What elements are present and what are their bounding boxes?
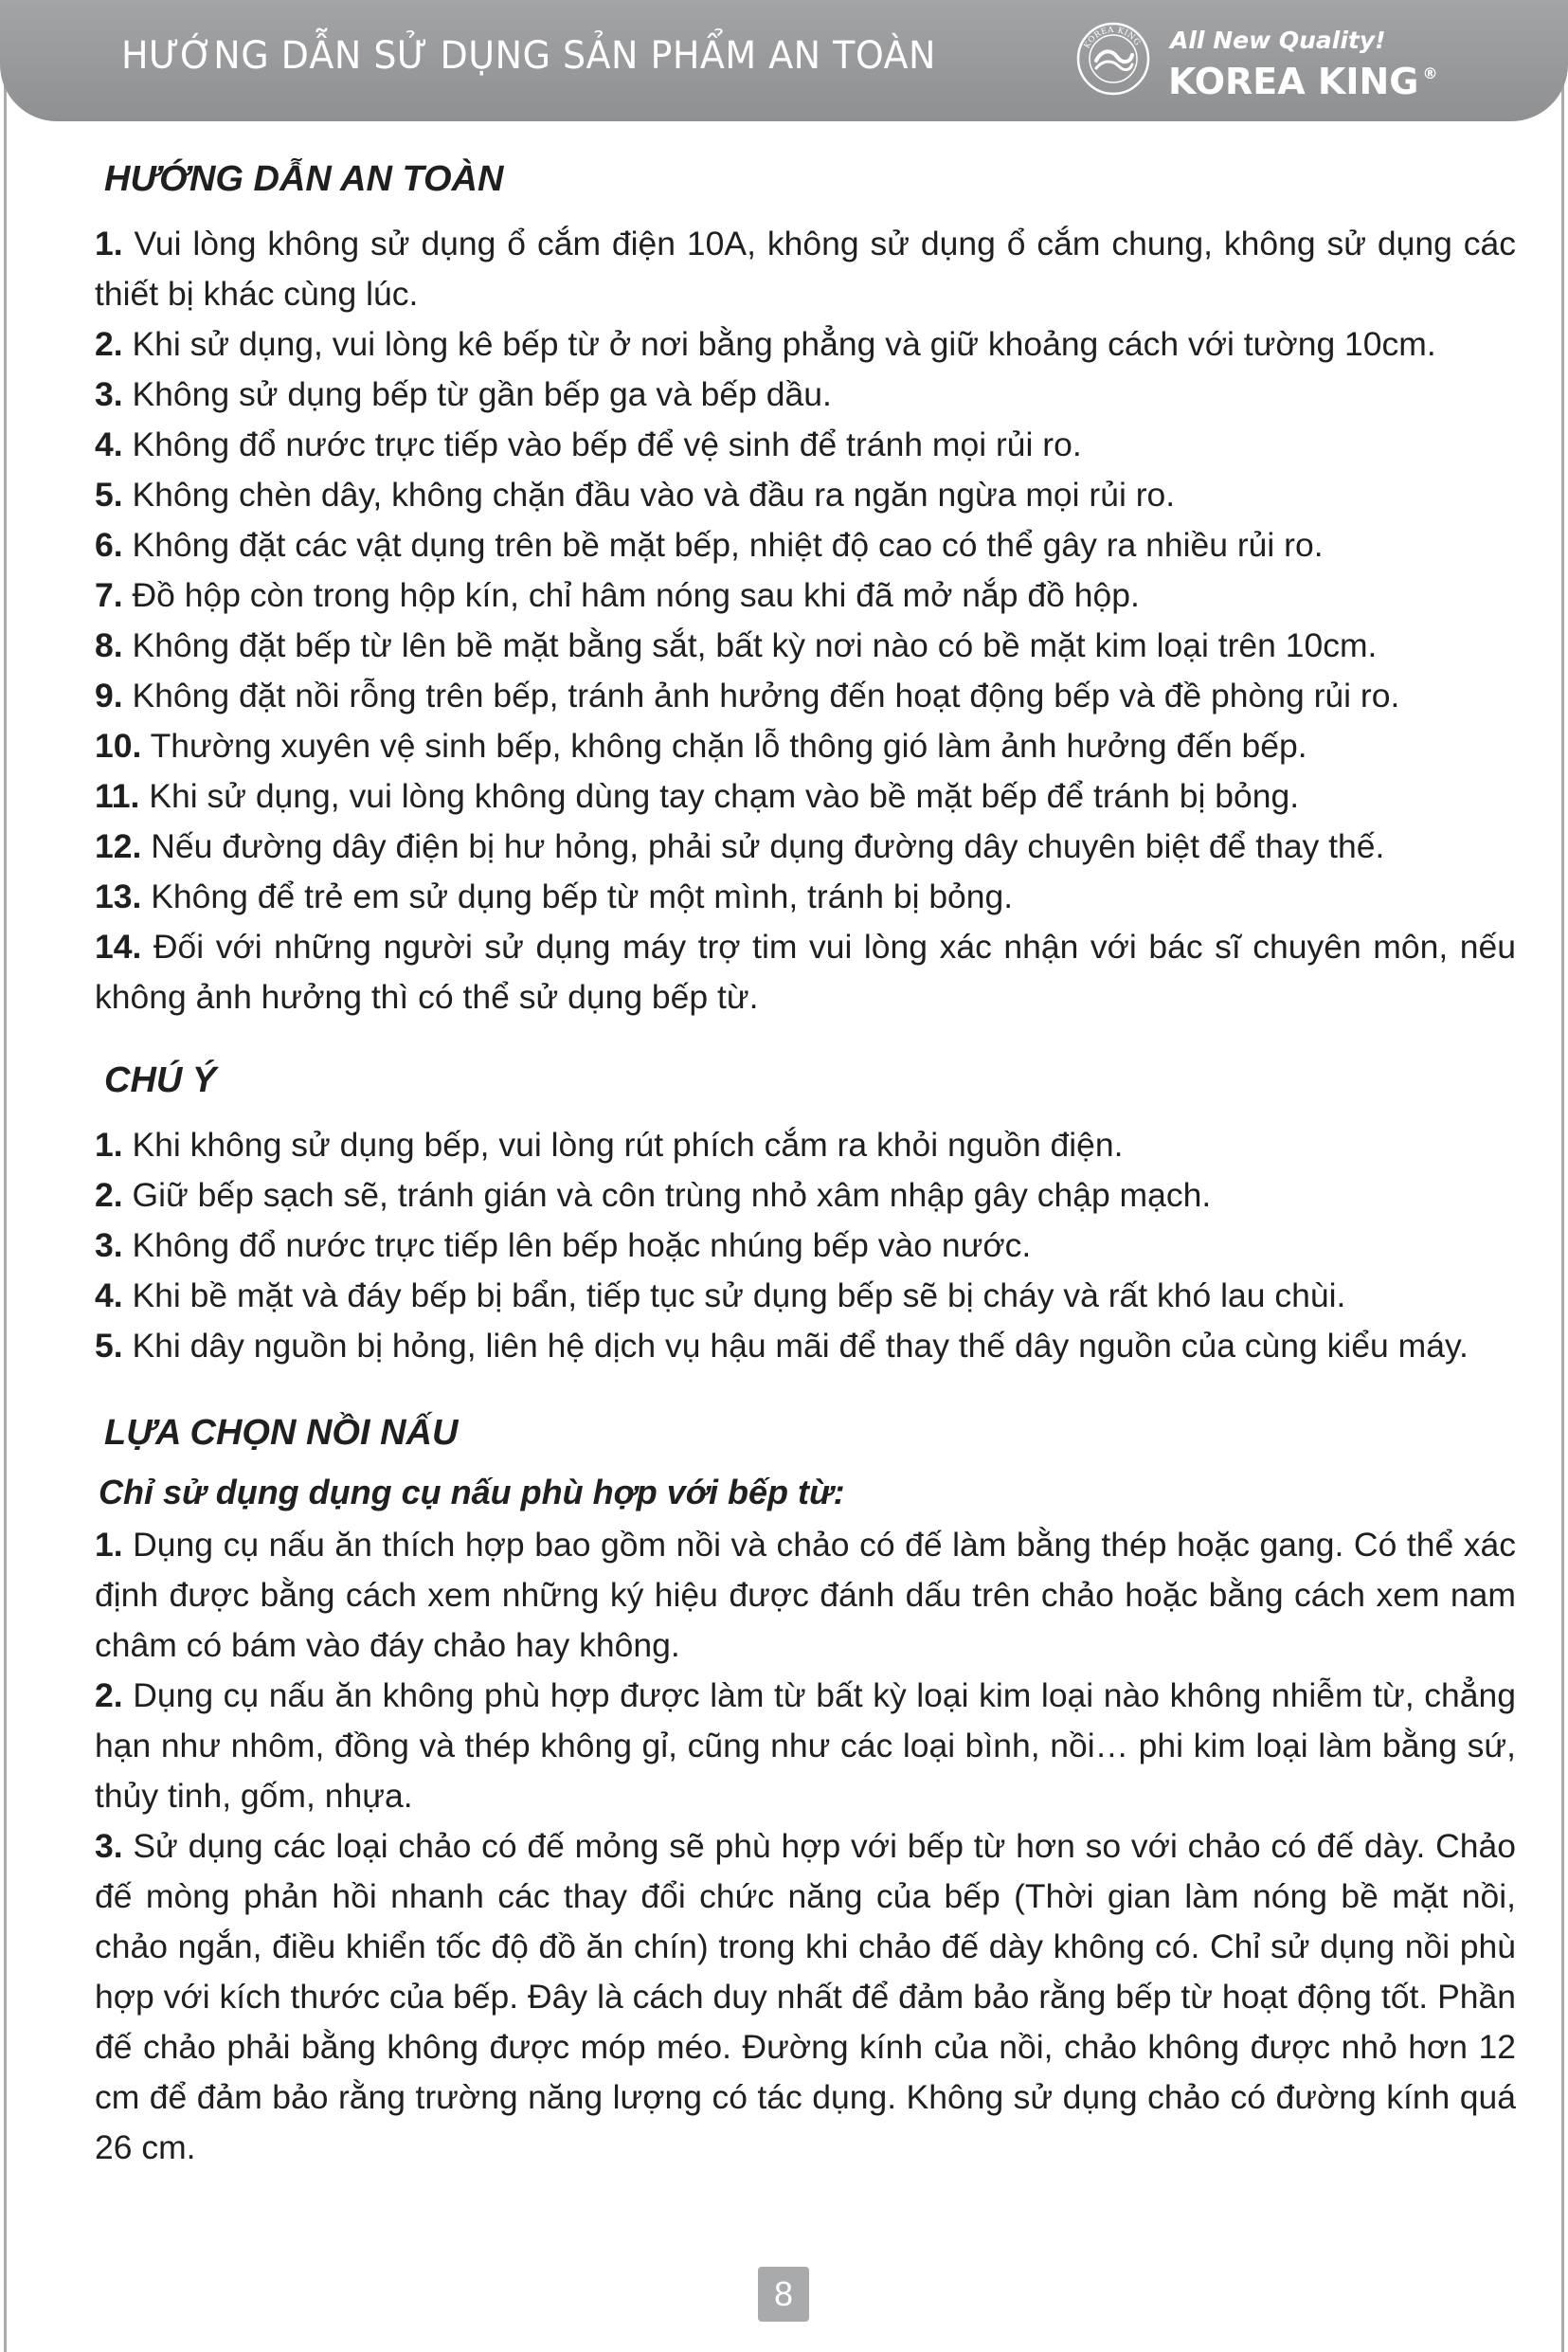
korea-king-logo-icon <box>1075 21 1151 97</box>
brand-name-text: KOREA KING <box>1168 61 1419 102</box>
list-item: 1. Vui lòng không sử dụng ổ cắm điện 10A, không sử dụng ổ cắm chung, không sử dụng các thiết bị khác cùng lúc. <box>95 225 1516 313</box>
list-item: 5. Khi dây nguồn bị hỏng, liên hệ dịch vụ hậu mãi để thay thế dây nguồn của cùng kiểu máy. <box>95 1327 1469 1365</box>
cookware-list <box>95 1520 1516 2173</box>
list-item: 3. Không đổ nước trực tiếp lên bếp hoặc nhúng bếp vào nước. <box>95 1226 1032 1264</box>
list-item: 12. Nếu đường dây điện bị hư hỏng, phải sử dụng đường dây chuyên biệt để thay thế. <box>95 827 1385 865</box>
cookware-heading: LỰA CHỌN NỒI NẤU <box>104 1413 459 1453</box>
svg-text:KOREA KING: KOREA KING <box>1082 25 1143 51</box>
list-item: 3. Không sử dụng bếp từ gần bếp ga và bếp dầu. <box>95 375 832 413</box>
list-item: 3. Sử dụng các loại chảo có đế mỏng sẽ phù hợp với bếp từ hơn so với chảo có đế dày. Chảo đế mòng phản hồi nhanh các thay đổi chức năng của bếp (Thời gian làm nóng bề mặt nồi, chảo ngắn, điều khiển tốc độ đồ ăn chín) trong khi chảo đế dày không có. Chỉ sử dụng nồi phù hợp với kích thước của bếp. Đây là cách duy nhất để đảm bảo rằng bếp từ hoạt động tốt. Phần đế chảo phải bằng không được móp méo. Đường kính của nồi, chảo không được nhỏ hơn 12 cm để đảm bảo rằng trường năng lượng có tác dụng. Không sử dụng chảo có đường kính quá 26 cm. <box>95 1827 1516 2166</box>
brand-name <box>1168 61 1437 102</box>
list-item: 14. Đối với những người sử dụng máy trợ tim vui lòng xác nhận với bác sĩ chuyên môn, nếu không ảnh hưởng thì có thể sử dụng bếp từ. <box>95 928 1516 1016</box>
document-body <box>95 159 1516 2173</box>
list-item: 1. Dụng cụ nấu ăn thích hợp bao gồm nồi và chảo có đế làm bằng thép hoặc gang. Có thể xác định được bằng cách xem những ký hiệu được đánh dấu trên chảo hoặc bằng cách xem nam châm có bám vào đáy chảo hay không. <box>95 1526 1516 1664</box>
caution-list <box>95 1120 1516 1371</box>
registered-mark: ® <box>1422 64 1438 82</box>
cookware-subheading: Chỉ sử dụng dụng cụ nấu phù hợp với bếp từ: <box>99 1473 845 1511</box>
list-item: 2. Khi sử dụng, vui lòng kê bếp từ ở nơi bằng phẳng và giữ khoảng cách với tường 10cm. <box>95 325 1436 363</box>
list-item: 13. Không để trẻ em sử dụng bếp từ một mình, tránh bị bỏng. <box>95 877 1014 915</box>
list-item: 4. Không đổ nước trực tiếp vào bếp để vệ sinh để tránh mọi rủi ro. <box>95 425 1082 463</box>
safety-list <box>95 219 1516 1022</box>
list-item: 5. Không chèn dây, không chặn đầu vào và đầu ra ngăn ngừa mọi rủi ro. <box>95 476 1176 514</box>
list-item: 2. Dụng cụ nấu ăn không phù hợp được làm từ bất kỳ loại kim loại nào không nhiễm từ, chẳng hạn như nhôm, đồng và thép không gỉ, cũng như các loại bình, nồi… phi kim loại làm bằng sứ, thủy tinh, gốm, nhựa. <box>95 1676 1516 1815</box>
list-item: 10. Thường xuyên vệ sinh bếp, không chặn lỗ thông gió làm ảnh hưởng đến bếp. <box>95 727 1307 765</box>
page-number: 8 <box>758 2267 809 2322</box>
list-item: 6. Không đặt các vật dụng trên bề mặt bếp, nhiệt độ cao có thể gây ra nhiều rủi ro. <box>95 526 1324 564</box>
list-item: 1. Khi không sử dụng bếp, vui lòng rút phích cắm ra khỏi nguồn điện. <box>95 1126 1124 1164</box>
list-item: 2. Giữ bếp sạch sẽ, tránh gián và côn trùng nhỏ xâm nhập gây chập mạch. <box>95 1176 1212 1214</box>
list-item: 8. Không đặt bếp từ lên bề mặt bằng sắt, bất kỳ nơi nào có bề mặt kim loại trên 10cm. <box>95 626 1378 664</box>
header-title: HƯỚNG DẪN SỬ DỤNG SẢN PHẨM AN TOÀN <box>121 34 936 78</box>
list-item: 7. Đồ hộp còn trong hộp kín, chỉ hâm nóng sau khi đã mở nắp đồ hộp. <box>95 576 1140 614</box>
caution-heading: CHÚ Ý <box>104 1060 217 1100</box>
header-bar <box>0 0 1568 121</box>
list-item: 4. Khi bề mặt và đáy bếp bị bẩn, tiếp tục sử dụng bếp sẽ bị cháy và rất khó lau chùi. <box>95 1276 1346 1314</box>
list-item: 9. Không đặt nồi rỗng trên bếp, tránh ảnh hưởng đến hoạt động bếp và đề phòng rủi ro. <box>95 677 1400 715</box>
list-item: 11. Khi sử dụng, vui lòng không dùng tay chạm vào bề mặt bếp để tránh bị bỏng. <box>95 777 1300 815</box>
safety-heading: HƯỚNG DẪN AN TOÀN <box>104 159 504 199</box>
brand-tagline: All New Quality! <box>1170 27 1386 54</box>
